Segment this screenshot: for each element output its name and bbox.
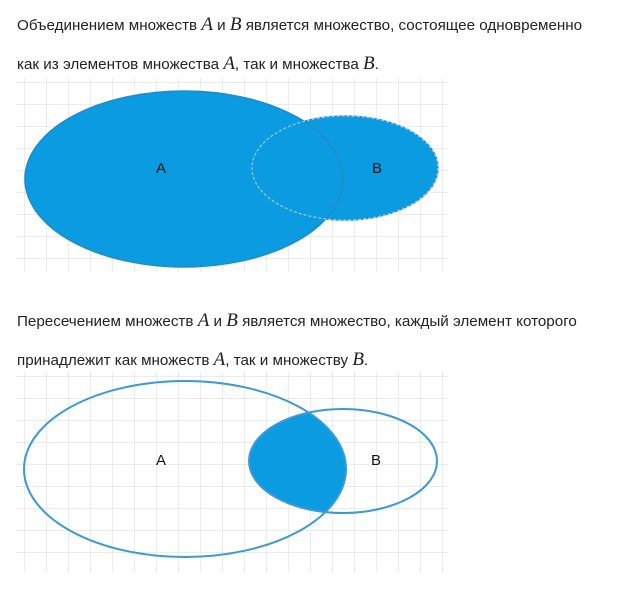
- union-definition-line-2: как из элементов множества A, так и множества B.: [17, 53, 379, 74]
- set-a-symbol: A: [197, 310, 210, 331]
- set-a-symbol: A: [201, 14, 213, 35]
- union-definition-line-1: Объединением множеств A и B является множество, состоящее одновременно: [17, 14, 583, 35]
- label-b: B: [372, 160, 383, 177]
- label-a: A: [156, 160, 167, 177]
- set-b-symbol: B: [229, 14, 242, 35]
- intersection-definition: [17, 302, 632, 380]
- set-a-symbol: A: [223, 53, 235, 74]
- label-b: B: [371, 452, 382, 469]
- union-venn-diagram: [0, 78, 634, 278]
- intersection-definition-line-1: Пересечением множеств A и B является множество, каждый элемент которого: [17, 310, 577, 331]
- set-b-symbol: B: [352, 349, 364, 370]
- label-a: A: [156, 452, 167, 469]
- intersection-venn-diagram: [0, 372, 634, 577]
- set-a-symbol: A: [213, 349, 226, 370]
- set-b-symbol: B: [226, 310, 238, 331]
- union-definition: [17, 6, 632, 84]
- set-a-ellipse: [25, 91, 343, 267]
- set-b-symbol: B: [363, 53, 375, 74]
- intersection-definition-line-2: принадлежит как множеств A, так и множеству B.: [17, 349, 369, 370]
